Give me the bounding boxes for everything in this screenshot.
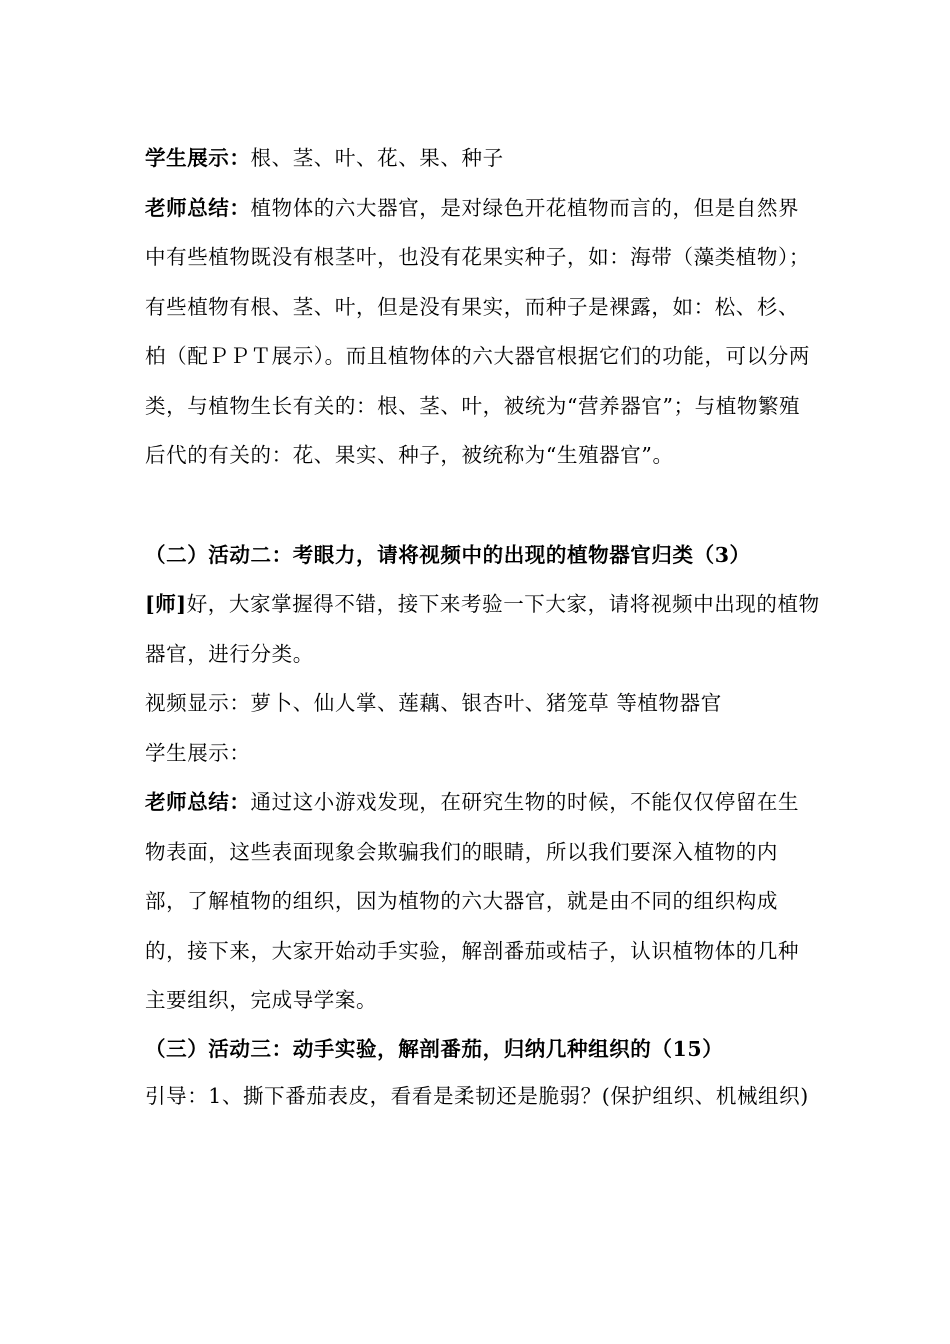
label-teacher-summary-2: 老师总结： <box>145 790 251 814</box>
text-student-display: 根、茎、叶、花、果、种子 <box>250 146 504 170</box>
paragraph-teacher-prompt <box>145 580 820 679</box>
paragraph-video-display: 视频显示：萝卜、仙人掌、莲藕、银杏叶、猪笼草 等植物器官 <box>145 691 722 715</box>
text-teacher-prompt: 好，大家掌握得不错，接下来考验一下大家，请将视频中出现的植物器官，进行分类。 <box>145 592 820 666</box>
text-teacher-summary: 植物体的六大器官，是对绿色开花植物而言的，但是自然界中有些植物既没有根茎叶，也没有花果实种子，如：海带（藻类植物）；有些植物有根、茎、叶，但是没有果实，而种子是裸露，如：松、杉、柏（配ＰＰＴ展示）。而且植物体的六大器官根据它们的功能，可以分两类，与植物生长有关的：根、茎、叶，被统为“营养器官”；与植物繁殖后代的有关的：花、果实、种子，被统称为“生殖器官”。 <box>145 195 810 467</box>
paragraph-student-display-2: 学生展示： <box>145 740 251 765</box>
heading-activity-3: （三）活动三：动手实验，解剖番茄，归纳几种组织的（15） <box>145 1036 724 1061</box>
heading-activity-2: （二）活动二：考眼力，请将视频中的出现的植物器官归类（3） <box>145 542 751 567</box>
label-teacher-summary: 老师总结： <box>145 195 251 220</box>
text-teacher-summary-2: 通过这小游戏发现，在研究生物的时候，不能仅仅停留在生物表面，这些表面现象会欺骗我们的眼睛，所以我们要深入植物的内部，了解植物的组织，因为植物的六大器官，就是由不同的组织构成的，接下来，大家开始动手实验，解剖番茄或桔子，认识植物体的几种主要组织，完成导学案。 <box>145 790 800 1012</box>
label-teacher: [师] <box>145 592 187 616</box>
paragraph-student-display-1 <box>145 134 820 184</box>
paragraph-teacher-summary-2 <box>145 778 820 1026</box>
blank-line <box>145 481 820 531</box>
paragraph-guide: 引导：1、撕下番茄表皮，看看是柔韧还是脆弱？(保护组织、机械组织) <box>145 1083 809 1108</box>
document-body <box>145 134 820 1121</box>
label-student-display: 学生展示： <box>145 146 251 170</box>
paragraph-teacher-summary-1 <box>145 184 820 481</box>
